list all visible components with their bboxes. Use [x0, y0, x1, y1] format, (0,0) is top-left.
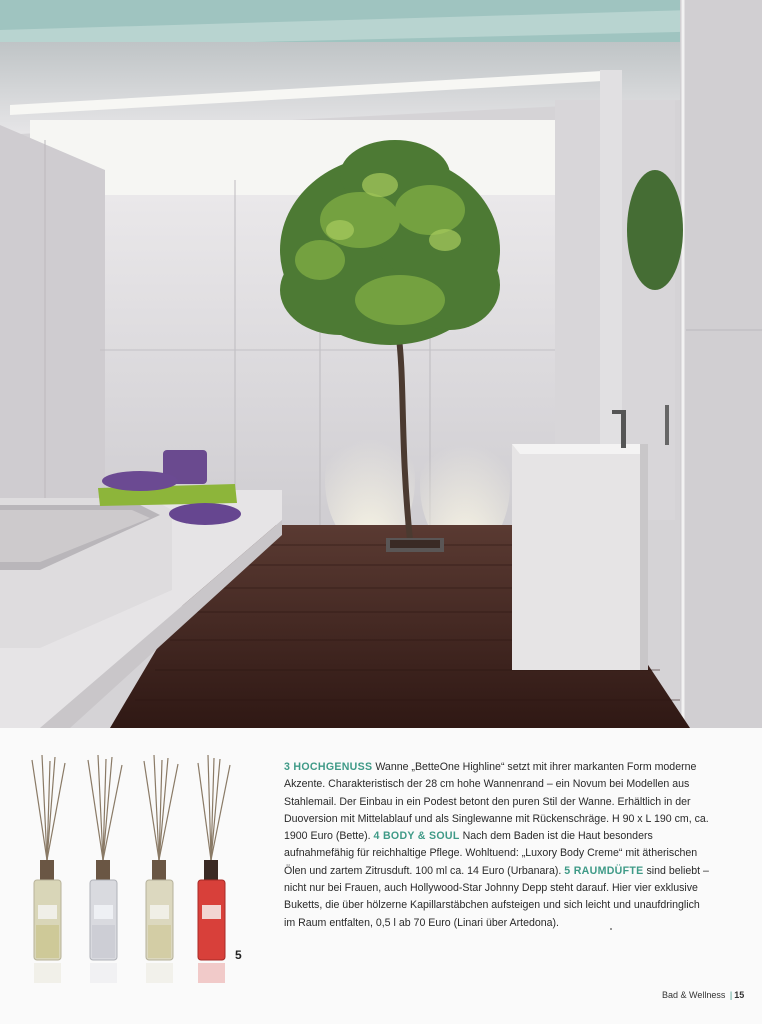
keyword-hochgenuss: 3 HOCHGENUSS: [284, 761, 373, 773]
page-footer: [662, 990, 744, 1000]
article-text: [284, 759, 712, 932]
footer-separator: |: [729, 990, 733, 1000]
decorative-dot: [610, 928, 612, 930]
figure-number: 5: [235, 948, 242, 962]
diffuser-bottles-image: [20, 755, 250, 990]
paragraph-room-fragrance: sind beliebt –nicht nur bei Frauen, auch Hollywood-Star Johnny Depp steht darauf. Hier vier exklusive Buketts, die über hölzerne Kapillarstäbchen aufsteigen und sich leicht und unaufdringlich im Raum entfalten, 0,5 l ab 70 Euro (Linari über Artedona).: [284, 864, 709, 929]
keyword-raumdufte: 5 RAUMDÜFTE: [564, 864, 644, 877]
paragraph-bathtub: Wanne „BetteOne Highline“ setzt mit ihrer markanten Form moderne Akzente. Charakteristisch der 28 cm hohe Wannenrand – ein Novum bei Modellen aus Stahlemail. Der Einbau in ein Podest betont den puren Stil der Wanne. Erhältlich in der Duoversion mit Mittelablauf und als Singlewanne mit Rückenschräge. H 90 x L 190 cm, ca. 1900 Euro (Bette).: [284, 761, 709, 843]
footer-section: Bad & Wellness: [662, 990, 726, 1000]
keyword-body-soul: 4 BODY & SOUL: [373, 830, 460, 843]
paragraph-body-cream: Nach dem Baden ist die Haut besonders aufnahmefähig für reichhaltige Pflege. Wohltuend: „Luxory Body Creme“ mit ätherischen Ölen und zartem Zitrusduft. 100 ml ca. 14 Euro (Urbanara).: [284, 830, 698, 877]
page-number: 15: [734, 990, 745, 1000]
